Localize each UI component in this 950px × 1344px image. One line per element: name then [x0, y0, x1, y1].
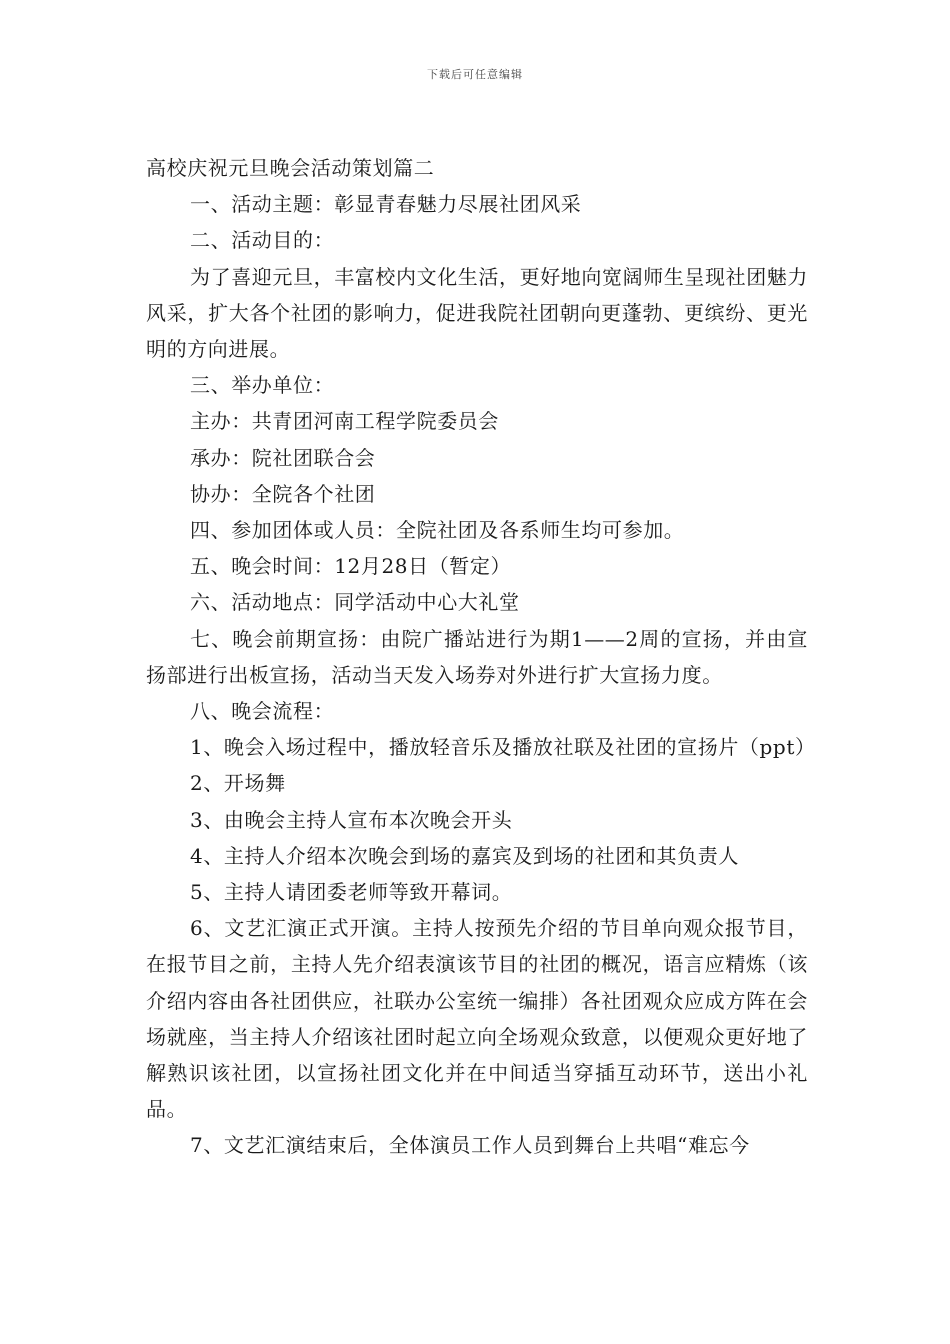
organizer-coorganizer: 协办：全院各个社团 [190, 481, 376, 506]
process-step: 3、由晚会主持人宣布本次晚会开头 [190, 807, 513, 832]
page-header-note: 下载后可任意编辑 [427, 68, 523, 81]
document-title: 高校庆祝元旦晚会活动策划篇二 [146, 156, 435, 180]
process-step: 2、开场舞 [190, 771, 286, 796]
section-participants: 四、参加团体或人员：全院社团及各系师生均可参加。 [190, 518, 685, 543]
organizer-undertaker: 承办：院社团联合会 [190, 445, 376, 470]
section-time: 五、晚会时间：12月28日（暂定） [190, 554, 512, 579]
section-organizer-heading: 三、举办单位： [190, 373, 335, 398]
process-step: 1、晚会入场过程中，播放轻音乐及播放社联及社团的宣扬片（ppt） [190, 735, 816, 760]
section-process-heading: 八、晚会流程： [190, 699, 335, 724]
organizer-host: 主办：共青团河南工程学院委员会 [190, 409, 499, 434]
process-step: 6、文艺汇演正式开演。主持人按预先介绍的节目单向观众报节目，在报节目之前，主持人先介绍表演该节目的社团的概况，语言应精炼（该介绍内容由各社团供应，社联办公室统一编排）各社团观众应成方阵在会场就座，当主持人介绍该社团时起立向全场观众致意，以便观众更好地了解熟识该社团，以宣扬社团文化并在中间适当穿插互动环节，送出小礼品。 [146, 916, 808, 1122]
section-purpose-text: 为了喜迎元旦，丰富校内文化生活，更好地向宽阔师生呈现社团魅力风采，扩大各个社团的影响力，促进我院社团朝向更蓬勃、更缤纷、更光明的方向进展。 [146, 264, 808, 362]
section-publicity: 七、晚会前期宣扬：由院广播站进行为期1——2周的宣扬，并由宣扬部进行出板宣扬，活动当天发入场券对外进行扩大宣扬力度。 [146, 626, 808, 687]
document-body [146, 150, 816, 1164]
process-step: 5、主持人请团委老师等致开幕词。 [190, 880, 513, 905]
process-step: 7、文艺汇演结束后，全体演员工作人员到舞台上共唱“难忘今 [190, 1133, 750, 1158]
process-step: 4、主持人介绍本次晚会到场的嘉宾及到场的社团和其负责人 [190, 843, 739, 868]
section-location: 六、活动地点：同学活动中心大礼堂 [190, 590, 520, 615]
section-purpose-heading: 二、活动目的： [190, 228, 335, 253]
section-theme: 一、活动主题：彰显青春魅力尽展社团风采 [190, 192, 582, 217]
